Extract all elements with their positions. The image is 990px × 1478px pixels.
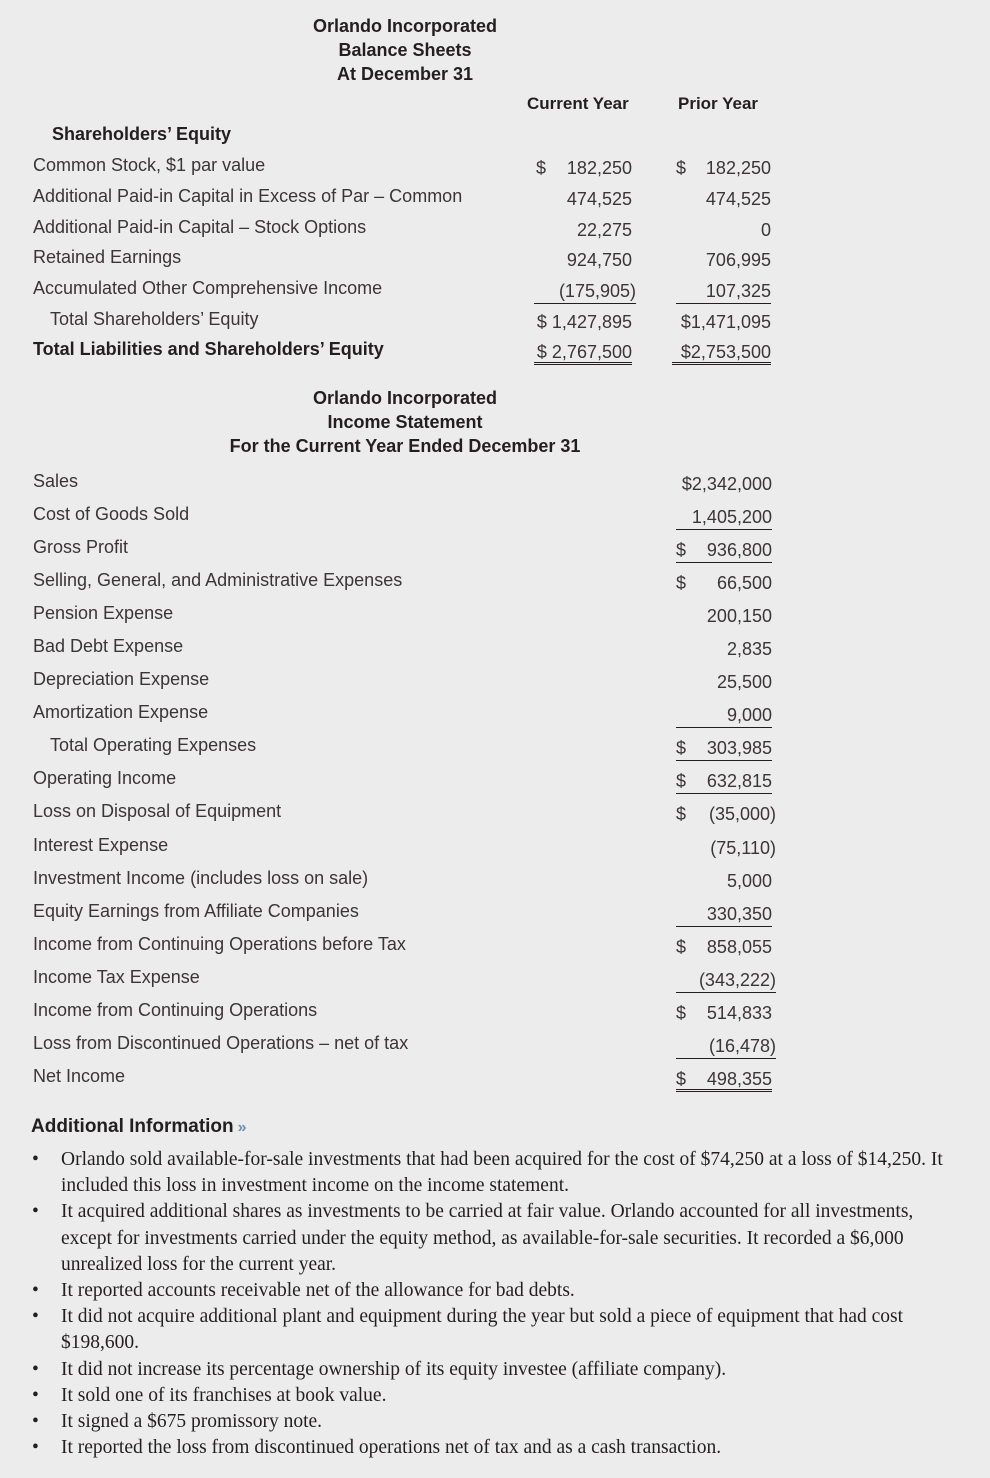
is-row-label: Gross Profit [33, 537, 129, 557]
is-row-sales [0, 471, 990, 501]
is-row-label: Net Income [33, 1066, 126, 1086]
chevron-right-icon: » [237, 1119, 247, 1136]
is-value: $ (35,000) [676, 804, 776, 824]
bs-section-heading-row [0, 124, 990, 154]
is-row-label: Income from Continuing Operations before Tax [33, 934, 406, 954]
bs-row-label: Total Liabilities and Shareholders’ Equity [33, 339, 384, 359]
list-item: • It reported accounts receivable net of the allowance for bad debts. [30, 1278, 960, 1304]
is-row-interest [0, 835, 990, 865]
list-item: • It sold one of its franchises at book value. [30, 1383, 960, 1409]
is-value: $2,342,000 [681, 474, 772, 494]
col-header-current-year: Current Year [527, 94, 629, 113]
bs-current-value: $ 1,427,895 [536, 312, 632, 332]
is-value: 2,835 [726, 639, 772, 659]
bs-row-label: Accumulated Other Comprehensive Income [33, 278, 383, 298]
bs-row-label: Common Stock, $1 par value [33, 155, 266, 175]
is-value: $ 66,500 [676, 573, 772, 593]
is-row-cogs [0, 504, 990, 534]
is-row-label: Pension Expense [33, 603, 174, 623]
is-row-income-before-tax [0, 934, 990, 964]
is-row-total-opex [0, 735, 990, 765]
is-row-label: Bad Debt Expense [33, 636, 184, 656]
col-header-prior-year: Prior Year [678, 94, 759, 113]
is-row-label: Cost of Goods Sold [33, 504, 190, 524]
is-value: (16,478) [676, 1033, 776, 1059]
additional-info-list [30, 1147, 960, 1461]
is-row-label: Sales [33, 471, 79, 491]
bs-row-total-liab-equity [0, 339, 990, 369]
list-item: • It signed a $675 promissory note. [30, 1409, 960, 1435]
bs-row-aoci [0, 278, 990, 308]
list-item: • It acquired additional shares as investments to be carried at fair value. Orlando accounted for all investments, except for investments carried under the equity method, as available-for-sale securities. It recorded a $6,000 unrealized loss for the current year. [30, 1199, 960, 1278]
bs-row-label: Total Shareholders’ Equity [50, 309, 259, 329]
is-value: $ 514,833 [676, 1003, 772, 1023]
is-title-line-3: For the Current Year Ended December 31 [229, 436, 581, 456]
list-item: • Orlando sold available-for-sale investments that had been acquired for the cost of $74,250 at a loss of $14,250. It included this loss in investment income on the income statement. [30, 1147, 960, 1199]
is-row-label: Loss on Disposal of Equipment [33, 801, 282, 821]
additional-info-heading [31, 1116, 247, 1138]
bs-section-heading: Shareholders’ Equity [52, 124, 232, 144]
list-item: • It did not increase its percentage ownership of its equity investee (affiliate company). [30, 1357, 960, 1383]
is-value: $ 858,055 [676, 937, 772, 957]
is-row-equity-earnings [0, 901, 990, 931]
is-row-operating-income [0, 768, 990, 798]
bs-title-line-1: Orlando Incorporated [312, 16, 498, 36]
is-value: $ 632,815 [676, 768, 772, 794]
bs-row-label: Retained Earnings [33, 247, 182, 267]
bs-current-value: 924,750 [566, 250, 632, 270]
is-row-label: Selling, General, and Administrative Expenses [33, 570, 403, 590]
income-statement-title [205, 386, 605, 458]
bs-row-label: Additional Paid-in Capital – Stock Options [33, 217, 367, 237]
is-row-income-continuing [0, 1000, 990, 1030]
is-row-income-tax [0, 967, 990, 997]
bs-current-value: (175,905) [534, 278, 636, 304]
list-item: • It did not acquire additional plant and equipment during the year but sold a piece of equipment that had cost $198,600. [30, 1304, 960, 1356]
is-value: 25,500 [716, 672, 772, 692]
is-row-investment-income [0, 868, 990, 898]
is-row-label: Loss from Discontinued Operations – net of tax [33, 1033, 409, 1053]
is-value: $ 303,985 [676, 735, 772, 761]
is-row-label: Operating Income [33, 768, 177, 788]
is-value: 9,000 [676, 702, 772, 728]
is-row-label: Investment Income (includes loss on sale) [33, 868, 369, 888]
is-row-label: Depreciation Expense [33, 669, 210, 689]
bs-prior-value: $ 182,250 [676, 158, 771, 178]
is-value: $ 936,800 [676, 537, 772, 563]
is-row-gross-profit [0, 537, 990, 567]
bs-row-apic-options [0, 217, 990, 247]
is-value: (75,110) [710, 838, 776, 858]
balance-sheet-title [245, 14, 565, 86]
is-row-net-income [0, 1066, 990, 1096]
is-value: 200,150 [706, 606, 772, 626]
is-row-label: Income from Continuing Operations [33, 1000, 318, 1020]
is-title-line-1: Orlando Incorporated [312, 388, 498, 408]
bs-prior-value: 0 [760, 220, 771, 240]
is-value: 5,000 [726, 871, 772, 891]
bs-row-retained-earnings [0, 247, 990, 277]
bs-prior-value: $1,471,095 [680, 312, 771, 332]
is-title-line-2: Income Statement [327, 412, 483, 432]
is-row-loss-disposal [0, 801, 990, 831]
bs-current-value: $ 182,250 [536, 158, 632, 178]
bs-row-label: Additional Paid-in Capital in Excess of Par – Common [33, 186, 463, 206]
is-row-pension [0, 603, 990, 633]
is-row-label: Interest Expense [33, 835, 169, 855]
bs-title-line-3: At December 31 [336, 64, 474, 84]
is-row-depreciation [0, 669, 990, 699]
is-value: 330,350 [676, 901, 772, 927]
bs-prior-value: 474,525 [705, 189, 771, 209]
is-row-label: Amortization Expense [33, 702, 209, 722]
bs-prior-value: 706,995 [705, 250, 771, 270]
bs-row-total-equity [0, 309, 990, 339]
is-row-sga [0, 570, 990, 600]
bs-prior-value: $2,753,500 [672, 339, 771, 365]
list-item: • It reported the loss from discontinued operations net of tax and as a cash transaction. [30, 1435, 960, 1461]
bs-row-common-stock [0, 155, 990, 185]
bs-row-apic-common [0, 186, 990, 216]
bs-title-line-2: Balance Sheets [338, 40, 472, 60]
is-row-label: Total Operating Expenses [50, 735, 257, 755]
is-row-amortization [0, 702, 990, 732]
bs-prior-value: 107,325 [676, 278, 771, 304]
bs-current-value: $ 2,767,500 [534, 339, 632, 365]
additional-info-heading-text: Additional Information [31, 1116, 234, 1137]
is-value: $ 498,355 [676, 1066, 772, 1092]
is-row-label: Income Tax Expense [33, 967, 200, 987]
is-row-bad-debt [0, 636, 990, 666]
is-row-label: Equity Earnings from Affiliate Companies [33, 901, 359, 921]
bs-current-value: 474,525 [566, 189, 632, 209]
is-value: 1,405,200 [676, 504, 772, 530]
is-value: (343,222) [676, 967, 776, 993]
is-row-discontinued [0, 1033, 990, 1063]
bs-current-value: 22,275 [576, 220, 632, 240]
